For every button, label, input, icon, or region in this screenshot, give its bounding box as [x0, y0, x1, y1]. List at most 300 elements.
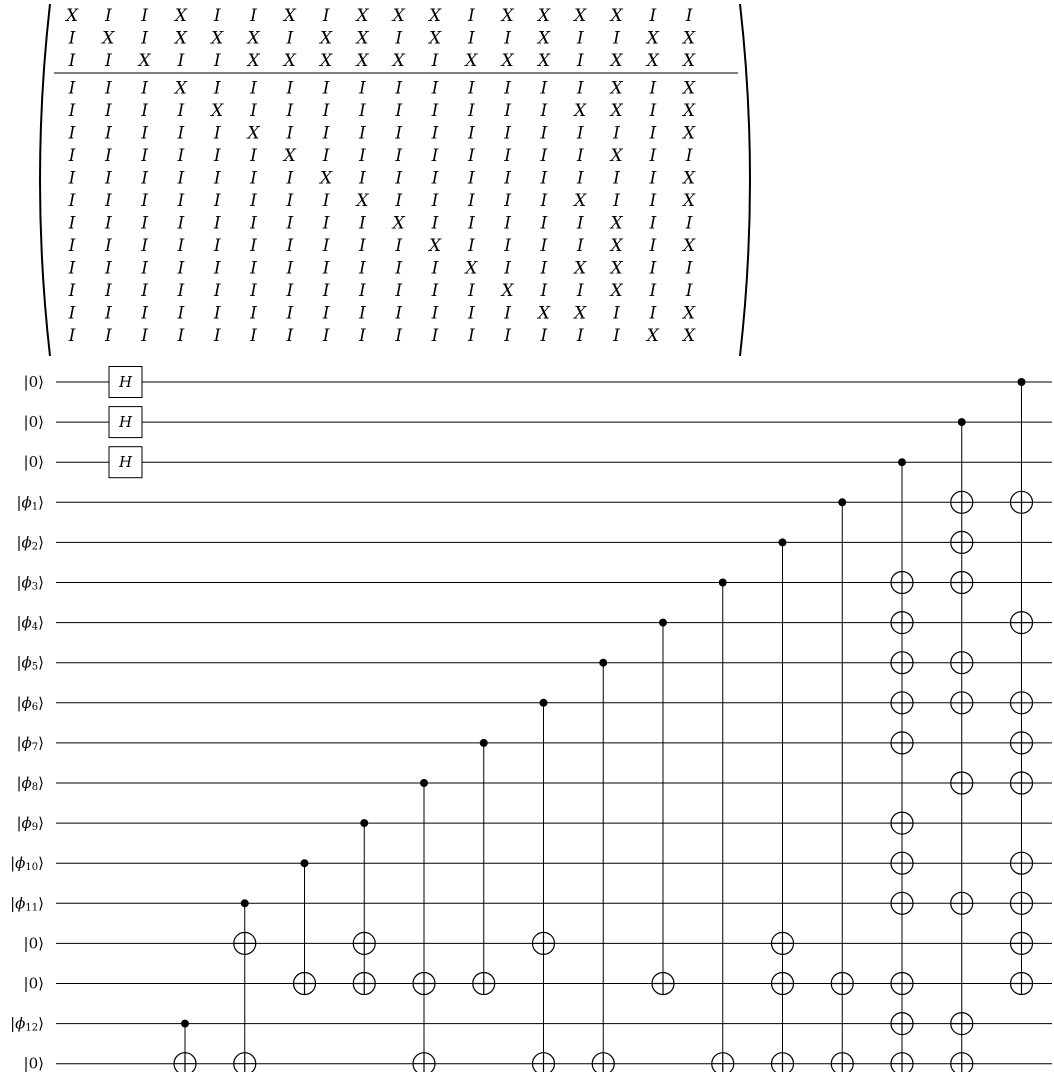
- hadamard-label: H: [118, 413, 133, 432]
- matrix-entry: I: [250, 191, 257, 211]
- wire-label: |0⟩: [23, 1054, 44, 1072]
- wire-label: |0⟩: [23, 934, 44, 953]
- cnot-control-dot: [540, 699, 548, 707]
- matrix-entry: I: [68, 146, 76, 166]
- matrix-entry: I: [322, 78, 330, 99]
- matrix-entry: I: [431, 191, 439, 211]
- stabilizer-matrix: [40, 4, 750, 356]
- matrix-entry: I: [213, 281, 221, 301]
- matrix-entry: I: [177, 123, 185, 144]
- matrix-entry: I: [141, 213, 148, 234]
- wire-label: |0⟩: [23, 373, 44, 391]
- matrix-entry: I: [213, 236, 221, 256]
- matrix-entry: I: [359, 236, 366, 256]
- matrix-entry: X: [356, 6, 369, 26]
- matrix-entry: I: [395, 326, 403, 346]
- matrix-entry: X: [247, 123, 260, 144]
- matrix-entry: I: [504, 146, 511, 166]
- matrix-entry: I: [540, 281, 548, 301]
- wire-label: |0⟩: [23, 413, 44, 432]
- matrix-entry: I: [286, 213, 294, 234]
- matrix-entry: I: [141, 281, 148, 301]
- matrix-entry: I: [613, 28, 620, 49]
- matrix-entry: I: [685, 258, 693, 279]
- matrix-entry: X: [574, 101, 587, 121]
- matrix-entry: I: [467, 123, 475, 144]
- circuit-wires: [56, 382, 1052, 1064]
- matrix-entry: I: [322, 123, 330, 144]
- matrix-entry: X: [683, 168, 696, 189]
- matrix-entry: I: [649, 303, 657, 324]
- matrix-entry: I: [286, 123, 294, 144]
- matrix-entry: I: [141, 191, 148, 211]
- matrix-entry: X: [247, 51, 260, 71]
- matrix-entry: I: [576, 78, 584, 99]
- cnot-control-dot: [360, 819, 368, 827]
- matrix-entry: I: [286, 236, 294, 256]
- matrix-entry: I: [395, 78, 403, 99]
- matrix-entry: I: [68, 236, 76, 256]
- matrix-entry: I: [576, 326, 584, 346]
- matrix-entry: X: [174, 28, 187, 49]
- matrix-entry: I: [576, 213, 584, 234]
- matrix-entry: X: [574, 258, 587, 279]
- matrix-entry: I: [68, 281, 76, 301]
- matrix-entry: I: [104, 6, 112, 26]
- matrix-entry: I: [322, 6, 330, 26]
- matrix-entry: X: [320, 51, 333, 71]
- matrix-entry: I: [177, 258, 185, 279]
- cnot-control-dot: [599, 659, 607, 667]
- matrix-entry: I: [250, 146, 257, 166]
- matrix-entry: I: [540, 258, 548, 279]
- matrix-entry: I: [504, 168, 511, 189]
- matrix-entry: I: [431, 303, 439, 324]
- matrix-entry: I: [649, 281, 657, 301]
- matrix-entry: I: [213, 213, 221, 234]
- matrix-entry: I: [576, 123, 584, 144]
- matrix-entry: I: [104, 281, 112, 301]
- matrix-entry: X: [501, 51, 514, 71]
- matrix-entry: I: [613, 123, 620, 144]
- matrix-entry: I: [141, 6, 148, 26]
- wire-label: $|\phi_{12}⟩$: [10, 1014, 44, 1034]
- matrix-entry: I: [68, 123, 76, 144]
- matrix-entry: I: [467, 236, 475, 256]
- cnot-control-dot: [1018, 378, 1026, 386]
- matrix-entry: I: [504, 326, 511, 346]
- hadamard-label: H: [118, 373, 133, 391]
- matrix-entry: I: [141, 236, 148, 256]
- wire-label: $|\phi_7⟩$: [16, 733, 44, 753]
- matrix-entry: I: [322, 326, 330, 346]
- matrix-entry: I: [177, 146, 185, 166]
- matrix-entry: X: [683, 51, 696, 71]
- cnot-control-dot: [420, 779, 428, 787]
- left-parenthesis: [40, 4, 50, 356]
- matrix-entry: I: [359, 78, 366, 99]
- matrix-entry: I: [250, 213, 257, 234]
- matrix-entry: I: [177, 326, 185, 346]
- matrix-entry: I: [322, 258, 330, 279]
- matrix-entry: I: [576, 28, 584, 49]
- matrix-entry: I: [250, 236, 257, 256]
- matrix-entry: I: [395, 191, 403, 211]
- matrix-entry: I: [177, 191, 185, 211]
- matrix-entry: I: [213, 191, 221, 211]
- matrix-entry: I: [431, 78, 439, 99]
- matrix-entry: X: [283, 146, 296, 166]
- matrix-entry: X: [320, 28, 333, 49]
- matrix-entry: I: [576, 168, 584, 189]
- matrix-entry: I: [540, 146, 548, 166]
- matrix-entry: I: [467, 281, 475, 301]
- matrix-entry: I: [286, 78, 294, 99]
- matrix-entry: I: [177, 236, 185, 256]
- matrix-entry: X: [211, 28, 224, 49]
- matrix-entry: I: [286, 326, 294, 346]
- matrix-entry: X: [501, 6, 514, 26]
- matrix-entry: I: [431, 146, 439, 166]
- matrix-entry: I: [649, 213, 657, 234]
- matrix-entry: I: [213, 146, 221, 166]
- matrix-entry: I: [467, 78, 475, 99]
- matrix-entry: X: [501, 281, 514, 301]
- matrix-entry: I: [322, 281, 330, 301]
- matrix-entry: I: [359, 303, 366, 324]
- matrix-entry: X: [610, 213, 623, 234]
- matrix-entry: I: [431, 101, 439, 121]
- wire-label: $|\phi_2⟩$: [16, 533, 44, 552]
- matrix-entry: I: [504, 191, 511, 211]
- circuit-gates: [109, 367, 1033, 1072]
- matrix-entry: I: [504, 213, 511, 234]
- matrix-entry: X: [283, 6, 296, 26]
- matrix-entry: X: [102, 28, 115, 49]
- cnot-control-dot: [301, 859, 309, 867]
- cnot-control-dot: [480, 739, 488, 747]
- matrix-entry: X: [356, 51, 369, 71]
- matrix-entry: X: [683, 28, 696, 49]
- matrix-entry: I: [213, 326, 221, 346]
- matrix-entry: I: [213, 168, 221, 189]
- matrix-entry: I: [68, 303, 76, 324]
- matrix-entry: X: [65, 6, 79, 26]
- matrix-entry: I: [504, 236, 511, 256]
- matrix-entry: I: [104, 191, 112, 211]
- matrix-entry: I: [141, 123, 148, 144]
- matrix-entry: I: [68, 168, 76, 189]
- matrix-entry: I: [104, 168, 112, 189]
- matrix-entry: X: [574, 191, 587, 211]
- matrix-entry: X: [356, 191, 369, 211]
- matrix-entry: I: [504, 258, 511, 279]
- matrix-entry: I: [395, 168, 403, 189]
- matrix-entry: I: [649, 146, 657, 166]
- matrix-entry: I: [395, 146, 403, 166]
- matrix-entry: I: [177, 303, 185, 324]
- matrix-entry: I: [104, 326, 112, 346]
- matrix-entry: I: [250, 78, 257, 99]
- matrix-entry: I: [467, 6, 475, 26]
- matrix-entry: X: [392, 51, 405, 71]
- matrix-entry: I: [250, 6, 257, 26]
- matrix-entry: X: [428, 6, 442, 26]
- wire-label: $|\phi_9⟩$: [16, 814, 44, 833]
- matrix-entry: X: [646, 51, 659, 71]
- cnot-control-dot: [719, 579, 727, 587]
- matrix-entry: X: [465, 51, 478, 71]
- matrix-entry: X: [683, 326, 696, 346]
- matrix-entry: I: [649, 123, 657, 144]
- right-parenthesis: [740, 4, 750, 356]
- matrix-entry: I: [322, 303, 330, 324]
- matrix-entry: X: [392, 213, 405, 234]
- matrix-entry: I: [104, 51, 112, 71]
- matrix-entry: I: [431, 123, 439, 144]
- matrix-entry: I: [467, 168, 475, 189]
- matrix-entry: I: [613, 303, 620, 324]
- matrix-entry: I: [540, 101, 548, 121]
- matrix-entry: I: [504, 101, 511, 121]
- matrix-entry: I: [213, 303, 221, 324]
- matrix-entry: I: [213, 6, 221, 26]
- matrix-entry: I: [250, 101, 257, 121]
- matrix-entry: I: [177, 101, 185, 121]
- matrix-entry: I: [68, 326, 76, 346]
- matrix-entry: I: [467, 28, 475, 49]
- matrix-entry: X: [610, 281, 623, 301]
- matrix-entry: I: [431, 213, 439, 234]
- matrix-entry: X: [465, 258, 478, 279]
- matrix-entry: X: [683, 78, 696, 99]
- matrix-entry: I: [467, 191, 475, 211]
- matrix-entry: I: [576, 236, 584, 256]
- matrix-entry: I: [431, 326, 439, 346]
- wire-label: $|\phi_{11}⟩$: [10, 894, 44, 913]
- matrix-entry: X: [610, 236, 623, 256]
- matrix-entry: I: [286, 28, 294, 49]
- matrix-entry: I: [467, 303, 475, 324]
- wire-label: $|\phi_5⟩$: [16, 653, 44, 673]
- matrix-entry: I: [649, 236, 657, 256]
- matrix-entry: I: [431, 51, 439, 71]
- matrix-entry: X: [174, 78, 187, 99]
- matrix-entry: I: [250, 258, 257, 279]
- hadamard-label: H: [118, 453, 133, 472]
- matrix-entry: X: [428, 28, 442, 49]
- matrix-entry: I: [576, 281, 584, 301]
- matrix-entry: I: [467, 326, 475, 346]
- wire-label: $|\phi_3⟩$: [16, 573, 44, 592]
- matrix-entry: I: [286, 101, 294, 121]
- matrix-entry: I: [250, 326, 257, 346]
- matrix-entry: X: [428, 236, 442, 256]
- cnot-control-dot: [779, 538, 787, 546]
- matrix-entry: I: [104, 146, 112, 166]
- matrix-entry: I: [213, 258, 221, 279]
- matrix-entry: X: [610, 78, 623, 99]
- matrix-entry: I: [104, 303, 112, 324]
- matrix-entry: X: [138, 51, 151, 71]
- matrix-entry: I: [104, 213, 112, 234]
- matrix-entry: X: [683, 123, 696, 144]
- matrix-entry: I: [68, 258, 76, 279]
- matrix-entry: I: [104, 123, 112, 144]
- matrix-entry: I: [431, 168, 439, 189]
- matrix-entry: X: [537, 303, 550, 324]
- matrix-entry: I: [250, 168, 257, 189]
- cnot-control-dot: [181, 1020, 189, 1028]
- matrix-entry: X: [683, 236, 696, 256]
- matrix-entry: I: [68, 28, 76, 49]
- matrix-entry: I: [141, 326, 148, 346]
- matrix-entry: I: [431, 258, 439, 279]
- matrix-entry: I: [395, 123, 403, 144]
- matrix-entry: X: [392, 6, 405, 26]
- matrix-entry: X: [247, 28, 260, 49]
- matrix-entry: I: [504, 78, 511, 99]
- matrix-entry: I: [322, 213, 330, 234]
- matrix-entry: I: [104, 101, 112, 121]
- matrix-entry: I: [359, 258, 366, 279]
- matrix-entry: I: [177, 168, 185, 189]
- matrix-entry: I: [540, 213, 548, 234]
- matrix-entry: I: [177, 213, 185, 234]
- matrix-entry: I: [213, 51, 221, 71]
- matrix-entry: I: [177, 51, 185, 71]
- matrix-entry: I: [141, 146, 148, 166]
- matrix-entry: I: [141, 303, 148, 324]
- matrix-entry: I: [540, 168, 548, 189]
- wire-label: $|\phi_1⟩$: [16, 493, 44, 512]
- matrix-entry: I: [359, 168, 366, 189]
- matrix-entry: I: [649, 191, 657, 211]
- matrix-entry: X: [174, 6, 187, 26]
- matrix-entry: I: [286, 191, 294, 211]
- matrix-entry: I: [68, 191, 76, 211]
- matrix-entry: I: [613, 168, 620, 189]
- matrix-entry: X: [356, 28, 369, 49]
- matrix-entry: I: [141, 101, 148, 121]
- matrix-entry: I: [286, 168, 294, 189]
- matrix-entry: I: [613, 326, 620, 346]
- matrix-entry: I: [68, 101, 76, 121]
- matrix-entry: I: [576, 146, 584, 166]
- matrix-entry: I: [649, 168, 657, 189]
- matrix-entry: I: [250, 303, 257, 324]
- matrix-entry: I: [685, 213, 693, 234]
- cnot-control-dot: [659, 619, 667, 627]
- matrix-entry: I: [322, 101, 330, 121]
- matrix-entry: I: [213, 78, 221, 99]
- matrix-entry: X: [610, 146, 623, 166]
- matrix-entry: I: [540, 326, 548, 346]
- matrix-entry: I: [286, 258, 294, 279]
- matrix-entry: I: [141, 168, 148, 189]
- matrix-entry: X: [683, 303, 696, 324]
- matrix-entry: X: [646, 28, 659, 49]
- matrix-entry: X: [537, 51, 550, 71]
- wire-label: |0⟩: [23, 453, 44, 472]
- matrix-entry: X: [574, 303, 587, 324]
- matrix-entry: I: [213, 123, 221, 144]
- matrix-entry: I: [576, 51, 584, 71]
- cnot-control-dot: [898, 458, 906, 466]
- matrix-entry: I: [286, 281, 294, 301]
- matrix-entry: I: [685, 146, 693, 166]
- wire-label: |0⟩: [23, 974, 44, 993]
- matrix-entry: I: [359, 213, 366, 234]
- matrix-entry: I: [504, 303, 511, 324]
- matrix-entry: X: [683, 101, 696, 121]
- matrix-entry: I: [68, 213, 76, 234]
- matrix-entry: X: [610, 6, 623, 26]
- matrix-entry: I: [322, 236, 330, 256]
- cnot-control-dot: [958, 418, 966, 426]
- matrix-entry: I: [467, 146, 475, 166]
- matrix-entry: I: [540, 123, 548, 144]
- matrix-entry: I: [504, 123, 511, 144]
- matrix-entry: X: [610, 101, 623, 121]
- matrix-entry: I: [286, 303, 294, 324]
- matrix-entry: X: [320, 168, 333, 189]
- wire-label: $|\phi_{10}⟩$: [10, 854, 44, 873]
- matrix-entry: I: [322, 146, 330, 166]
- matrix-entry: I: [395, 258, 403, 279]
- matrix-entry: I: [322, 191, 330, 211]
- matrix-entry: I: [504, 28, 511, 49]
- matrix-entry: I: [467, 101, 475, 121]
- matrix-entry: X: [537, 28, 550, 49]
- cnot-control-dot: [838, 498, 846, 506]
- matrix-entry: I: [141, 258, 148, 279]
- matrix-entry: X: [211, 101, 224, 121]
- cnot-control-dot: [241, 899, 249, 907]
- matrix-entry: I: [68, 78, 76, 99]
- matrix-entry: I: [104, 78, 112, 99]
- matrix-entry: I: [649, 101, 657, 121]
- matrix-entry: I: [104, 258, 112, 279]
- matrix-entry: I: [685, 6, 693, 26]
- matrix-entry: I: [467, 213, 475, 234]
- matrix-entry: I: [395, 101, 403, 121]
- matrix-entry: I: [649, 258, 657, 279]
- matrix-entry: X: [646, 326, 659, 346]
- matrix-entry: I: [649, 78, 657, 99]
- matrix-entry: I: [540, 191, 548, 211]
- matrix-entry: I: [104, 236, 112, 256]
- matrix-entry: I: [177, 281, 185, 301]
- matrix-entry: X: [610, 258, 623, 279]
- matrix-entry: I: [359, 281, 366, 301]
- matrix-entry: I: [431, 281, 439, 301]
- wire-label: $|\phi_4⟩$: [16, 613, 44, 633]
- wire-label: $|\phi_6⟩$: [16, 693, 44, 713]
- matrix-entry: I: [359, 101, 366, 121]
- matrix-entry: X: [610, 51, 623, 71]
- matrix-entry: I: [141, 78, 148, 99]
- matrix-entry: X: [537, 6, 550, 26]
- matrix-entry: I: [395, 281, 403, 301]
- matrix-entry: X: [683, 191, 696, 211]
- matrix-entry: I: [540, 78, 548, 99]
- wire-labels: [10, 373, 44, 1072]
- wire-label: $|\phi_8⟩$: [16, 774, 44, 793]
- matrix-entry: X: [574, 6, 587, 26]
- matrix-entry: I: [395, 28, 403, 49]
- matrix-entry: I: [613, 191, 620, 211]
